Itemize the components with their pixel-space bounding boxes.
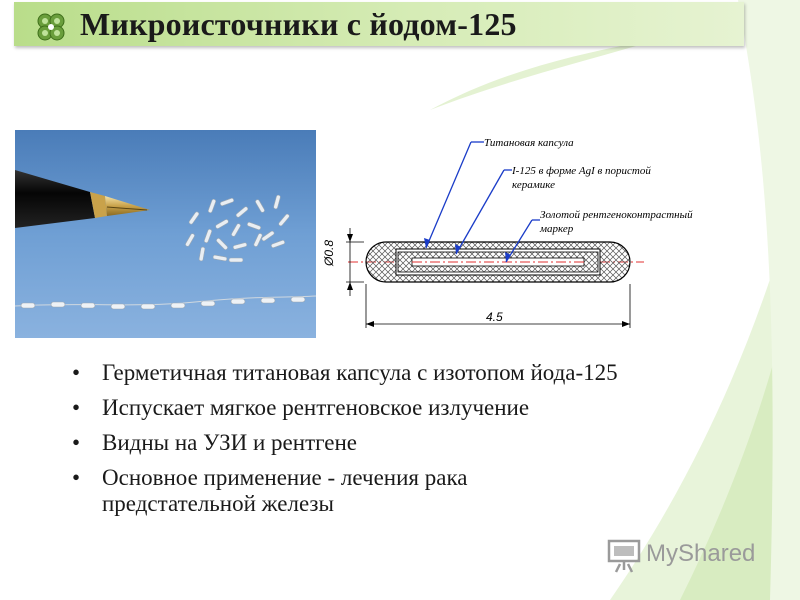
bullet-text: Герметичная титановая капсула с изотопом йода-125 xyxy=(102,360,618,385)
seed-diagram-graphic xyxy=(316,128,742,340)
label-gold-marker-line2: маркер xyxy=(540,223,574,235)
clover-icon xyxy=(34,10,68,44)
bullet-item xyxy=(72,430,732,456)
bullet-text: Основное применение - лечения рака предстательной железы xyxy=(102,465,468,516)
label-titanium-capsule: Титановая капсула xyxy=(484,137,574,149)
seed-diagram xyxy=(316,128,742,340)
bullet-marker: • xyxy=(72,395,81,420)
bullet-item xyxy=(72,395,732,421)
bullet-marker: • xyxy=(72,430,81,455)
bullet-list xyxy=(72,360,732,526)
title-bar xyxy=(14,2,744,46)
bullet-marker: • xyxy=(72,360,81,385)
dimension-diameter: Ø0.8 xyxy=(322,239,336,266)
bullet-marker: • xyxy=(72,465,81,490)
presentation-board-icon xyxy=(606,538,642,574)
bullet-item xyxy=(72,465,622,517)
label-gold-marker-line1: Золотой рентгеноконтрастный xyxy=(540,209,693,221)
label-iodine-line1: I-125 в форме AgI в пористой xyxy=(512,165,651,177)
bullet-text: Видны на УЗИ и рентгене xyxy=(102,430,357,455)
label-iodine-line2: керамике xyxy=(512,179,556,191)
watermark xyxy=(606,536,766,576)
bullet-item xyxy=(72,360,732,386)
bullet-text: Испускает мягкое рентгеновское излучение xyxy=(102,395,530,420)
dimension-length: 4.5 xyxy=(486,310,503,324)
slide-title: Микроисточники с йодом-125 xyxy=(80,6,517,42)
watermark-text: MyShared xyxy=(646,540,756,567)
seeds-photo xyxy=(15,130,316,338)
